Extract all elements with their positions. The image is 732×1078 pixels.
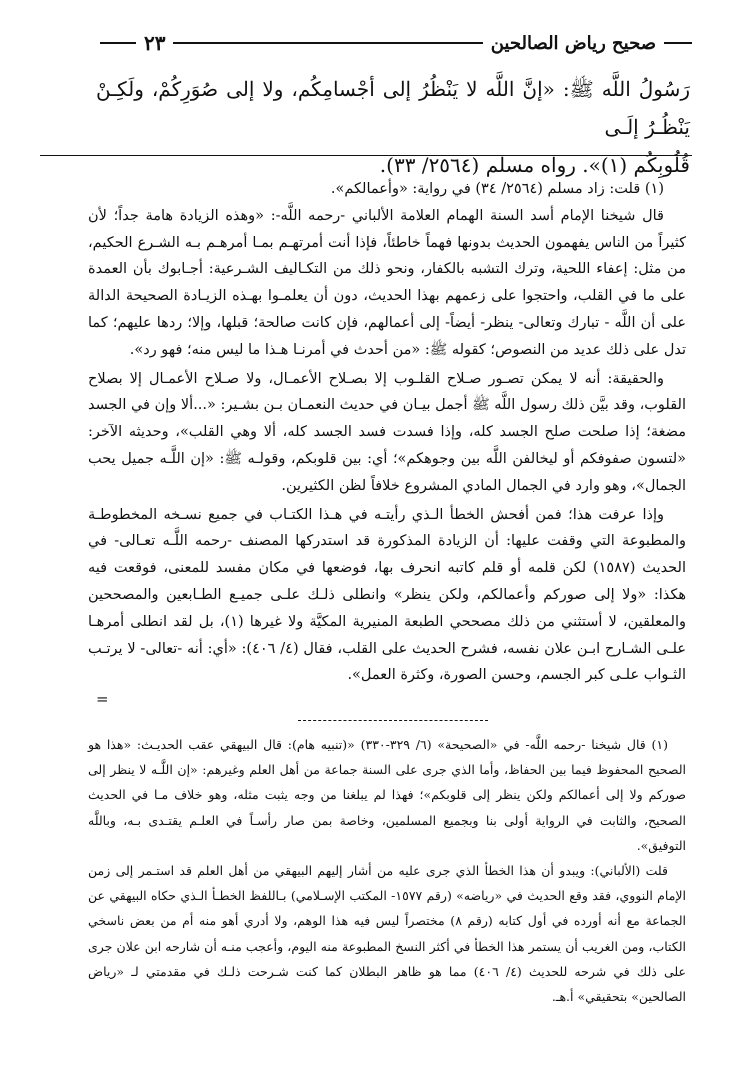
footnote-2-para-1: (١) قال شيخنا -رحمه اللَّه- في «الصحيحة» (٦/ ٣٢٩-٣٣٠) «(تنبيه هام): قال البيهقي عقب الحديـث: «هذا هو الصحيح المحفوظ فيما بين الحفاظ، وأما الذي جرى على السنة جماعة من أهل العلم وغيرهم: «إن اللَّـه لا ينظر إلى صوركم ولا إلى أعمالكم ولكن ينظر إلى قلوبكم»؛ فهذا لم يبلغنا من وجه يثبت مثله، وهو خلاف مـا في الحديث الصحيح، والثابت في الرواية أولى بنا وبجميع المسلمين، وخاصة بمن صار رأسـاً في العلـم يقتـدى بـه، وباللَّه التوفيق». [88, 737, 686, 853]
footnote-1-para-3: والحقيقة: أنه لا يمكن تصـور صـلاح القلـوب إلا بصـلاح الأعمـال، ولا صـلاح الأعمـال إلا بصلاح القلوب، وقد بيَّن ذلك رسول اللَّه ﷺ أجمل بيـان في حديث النعمـان بـن بشـير: «...ألا وإن في الجسد مضغة؛ إذا صلحت صلح الجسد كله، وإذا فسدت فسد الجسد كله، ألا وهي القلب»، وحديثه الآخر: «لتسون صفوفكم أو ليخالفن اللَّه بين وجوهكم»؛ أي: بين قلوبكم، وقولـه ﷺ: «إن اللَّـه جميل يحب الجمال»، وهو وارد في الجمال المادي المشروع خلافاً لظن الكثيرين. [88, 370, 686, 494]
running-title: صحيح رياض الصالحين [490, 32, 656, 54]
hadith-line-1: رَسُولُ اللَّه ﷺ: «إنَّ اللَّه لا يَنْظُرُ إلى أجْسامِكُم، ولا إلى صُوَرِكُمْ، ولَكِـنْ يَنْظُـرُ إلَـى [96, 77, 690, 139]
header-dash-right [664, 42, 692, 44]
page-number: ٢٣ [144, 31, 166, 55]
footnote-1-para-1: (١) قلت: زاد مسلم (٢٥٦٤/ ٣٤) في رواية: «وأعمالكم». [330, 181, 664, 197]
footnote-2 [88, 732, 686, 1009]
hadith-line-2: قُلُوبِكُم (١)». رواه مسلم (٢٥٦٤/ ٣٣). [379, 153, 690, 177]
footnote-1-para-2: قال شيخنا الإمام أسد السنة الهمام العلامة الألباني -رحمه اللَّه-: «وهذه الزيادة هامة جداً؛ لأن كثيراً من الناس يفهمون الحديث بدونها فهماً خاطئاً، فإذا أنت أمرتهـم بمـا أمرهـم بـه الشـرع الحكيم، من مثل: إعفاء اللحية، وترك التشبه بالكفار، ونحو ذلك من التكـاليف الشـرعية: أجـابوك بأن العمدة على ما في القلب، واحتجوا على زعمهم بهذا الحديث، دون أن يعلمـوا بهـذه الزيـادة الصحيحة الدالة على أن اللَّه - تبارك وتعالى- ينظر- أيضاً- إلى أعمالهم، فإن كانت صالحة؛ قبلها، وإلا؛ ردها عليهم؛ كما تدل على ذلك عديد من النصوص؛ كقوله ﷺ: «من أحدث في أمرنـا هـذا ما ليس منه؛ فهو رد». [88, 207, 686, 358]
footnote-separator [40, 155, 692, 156]
hadith-text [96, 70, 690, 184]
footnote-1 [88, 176, 686, 689]
footnote-1-para-4: وإذا عرفت هذا؛ فمن أفحش الخطأ الـذي رأيتـه في هـذا الكتـاب في جميع نسـخه المخطوطـة والمطبوعة التي وقفت عليها: أن الزيادة المذكورة قد استدركها المصنف -رحمه اللَّـه تعـالى- في الحديث (١٥٨٧) لكن قلمه أو قلم كاتبه انحرف بها، فوضعها في مكان مفسد للمعنى، فوقعت فيه هكذا: «ولا إلى صوركم وأعمالكم، ولكن ينظر» وانطلى ذلـك علـى جميـع الطـابعين والمصححين والمعلقين، لا أستثني من ذلك مصححي الطبعة المنيرية المكيَّة ولا غيرها (١)، بل لقد انطلى أمرهـا علـى الشـارح ابـن علان نفسه، فشرح الحديث على القلب، فقال (٤/ ٤٠٦): «أي: أنه -تعالى- لا يرتـب الثـواب علـى كبر الجسم، وحسن الصورة، وكثرة العمل». [88, 506, 687, 684]
page-header [100, 28, 692, 58]
header-dash-left [100, 42, 136, 44]
footnote-2-para-2: قلت (الألباني): ويبدو أن هذا الخطأ الذي جرى عليه من أشار إليهم البيهقي من أهل العلم قد استـمر إلى زمن الإمام النووي، فقد وقع الحديث في «رياضه» (رقم ١٥٧٧- المكتب الإسـلامي) بـاللفظ الخطـأ الـذي حكاه البيهقي عن الجماعة مع أنه أورده في أول كتابه (رقم ٨) مختصراً ليس فيه هذا الوهم، ولا أدري أهو منه أم من بعض ناسخي الكتاب، ومن الغريب أن يستمر هذا الخطأ في أكثر النسخ المطبوعة منه اليوم، وأعجب منـه أن شارحه ابن علان جرى على ذلك في شرحه للحديث (٤/ ٤٠٦) مما هو ظاهر البطلان كما كنت شـرحت ذلـك في مقدمتي لـ «رياض الصالحين» بتحقيقي» أ.هـ. [88, 863, 687, 1005]
sub-footnote-separator [298, 720, 488, 721]
continuation-mark: = [96, 690, 109, 708]
header-rule [173, 42, 482, 44]
